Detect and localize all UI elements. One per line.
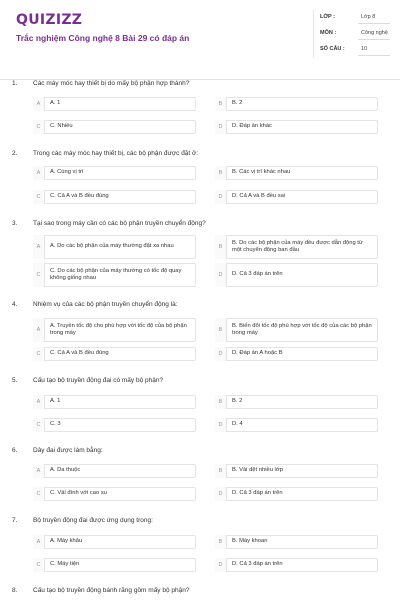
worksheet-title: Trắc nghiệm Công nghệ 8 Bài 29 có đáp án — [16, 33, 190, 43]
info-label: LỚP : — [320, 14, 335, 20]
info-value: Công nghệ — [361, 30, 388, 36]
question-number: 4. — [12, 301, 18, 308]
question-text: Cấu tạo bộ truyền động bánh răng gồm mấy bộ phận? — [33, 587, 190, 594]
info-underline — [358, 23, 390, 24]
question-number: 3. — [12, 220, 18, 227]
info-label: MÔN : — [320, 30, 337, 36]
question-text: Nhiệm vụ của các bộ phận truyền chuyển động là: — [33, 301, 178, 308]
info-underline — [358, 55, 390, 56]
info-row-subject — [320, 26, 390, 40]
question-number: 1. — [12, 80, 18, 87]
question-text: Dây đai được làm bằng: — [33, 447, 103, 454]
info-row-class — [320, 10, 390, 24]
info-underline — [358, 39, 390, 40]
question-number: 7. — [12, 517, 18, 524]
question-number: 5. — [12, 377, 18, 384]
question-text: Cấu tạo bộ truyền động đai có mấy bộ phận? — [33, 377, 164, 384]
info-row-count — [320, 42, 390, 56]
info-value: 10 — [361, 46, 368, 52]
question-number: 6. — [12, 447, 18, 454]
question-text: Các máy móc hay thiết bị do mấy bộ phận hợp thành? — [33, 80, 190, 87]
worksheet-header — [0, 0, 400, 80]
question-text: Tại sao trong máy cần có các bộ phận truyền chuyển động? — [33, 220, 206, 227]
question-number: 8. — [12, 587, 18, 594]
question-number: 2. — [12, 150, 18, 157]
info-label: SỐ CÂU : — [320, 46, 345, 52]
question-text: Trong các máy móc hay thiết bị, các bộ phận được đặt ở: — [33, 150, 199, 157]
info-value: Lớp 8 — [361, 14, 376, 20]
question-text: Bộ truyền động đai được ứng dụng trong: — [33, 517, 153, 524]
info-box — [313, 10, 389, 58]
quizizz-logo: QUIZIZZ — [16, 12, 83, 28]
